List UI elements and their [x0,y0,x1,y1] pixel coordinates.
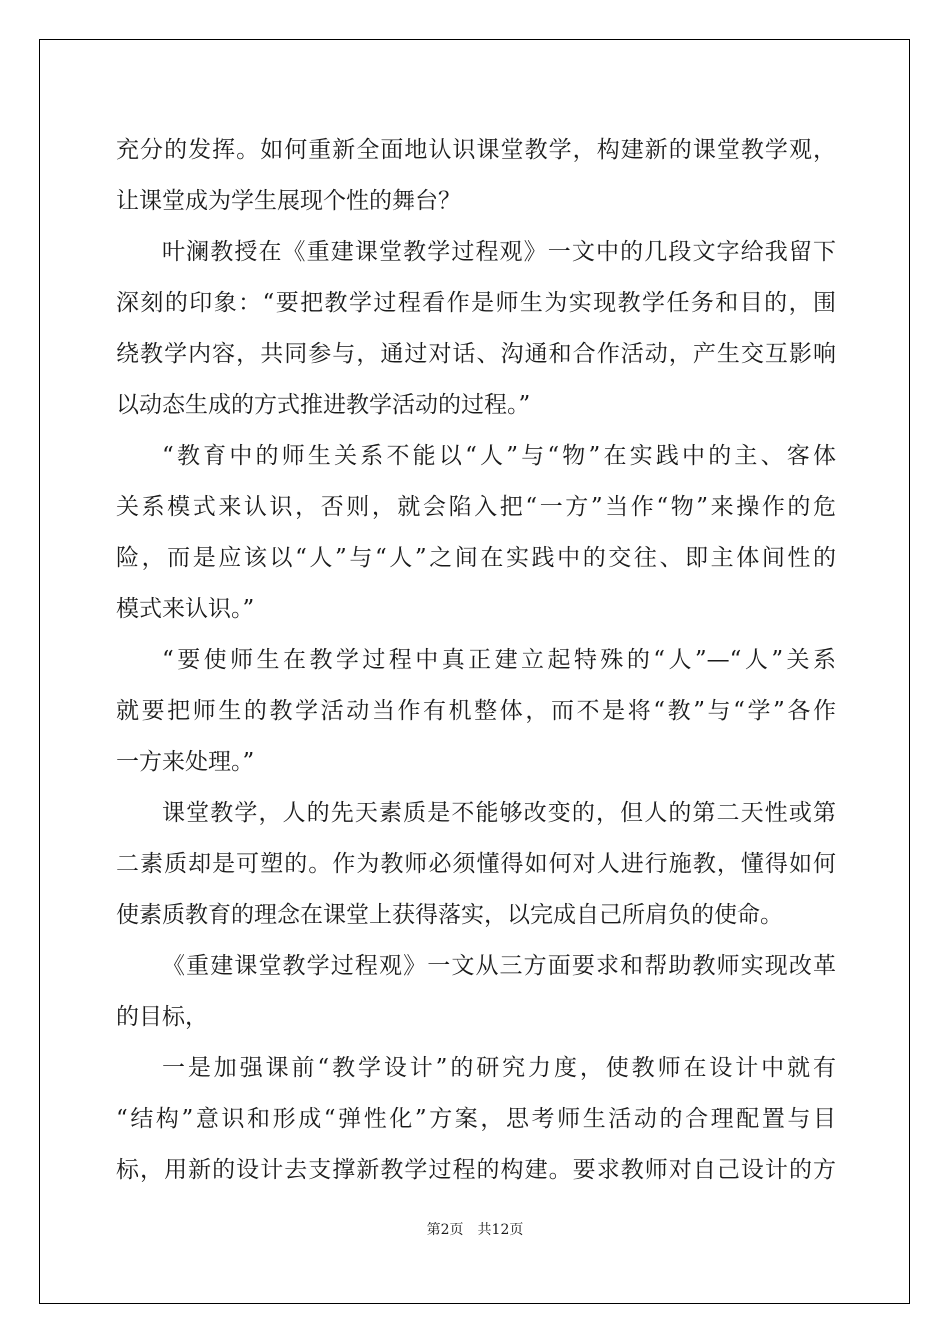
text-line: 课堂教学，人的先天素质是不能够改变的，但人的第二天性或第 [162,800,836,826]
text-line: 绕教学内容，共同参与，通过对话、沟通和合作活动，产生交互影响 [116,341,836,367]
text-line: 险，而是应该以“人”与“人”之间在实践中的交往、即主体间性的 [116,545,836,571]
text-line: 充分的发挥。如何重新全面地认识课堂教学，构建新的课堂教学观， [116,137,836,163]
text-line: 关系模式来认识，否则，就会陷入把“一方”当作“物”来操作的危 [116,494,836,520]
text-line: 深刻的印象：“要把教学过程看作是师生为实现教学任务和目的，围 [116,290,836,316]
text-line: 就要把师生的教学活动当作有机整体，而不是将“教”与“学”各作 [116,698,836,724]
document-body [116,125,836,1196]
text-line: 使素质教育的理念在课堂上获得落实，以完成自己所肩负的使命。 [116,902,783,928]
text-line: 二素质却是可塑的。作为教师必须懂得如何对人进行施教，懂得如何 [116,851,836,877]
text-line: 以动态生成的方式推进教学活动的过程。” [116,392,531,418]
page-number: 第2页 [426,1222,464,1238]
text-line: 一是加强课前“教学设计”的研究力度，使教师在设计中就有 [162,1055,836,1081]
text-line: 叶澜教授在《重建课堂教学过程观》一文中的几段文字给我留下 [162,239,836,265]
text-line: 标，用新的设计去支撑新教学过程的构建。要求教师对自己设计的方 [116,1157,836,1183]
text-line: 的目标， [116,1004,208,1030]
page-footer [0,1219,950,1239]
text-line: 一方来处理。” [116,749,255,775]
text-line: 模式来认识。” [116,596,255,622]
page-total: 共12页 [477,1222,524,1238]
text-line: “教育中的师生关系不能以“人”与“物”在实践中的主、客体 [162,443,836,469]
text-line: “要使师生在教学过程中真正建立起特殊的“人”—“人”关系 [162,647,836,673]
text-line: 《重建课堂教学过程观》一文从三方面要求和帮助教师实现改革 [162,953,836,979]
text-line: 让课堂成为学生展现个性的舞台？ [116,188,461,214]
text-line: “结构”意识和形成“弹性化”方案，思考师生活动的合理配置与目 [116,1106,836,1132]
